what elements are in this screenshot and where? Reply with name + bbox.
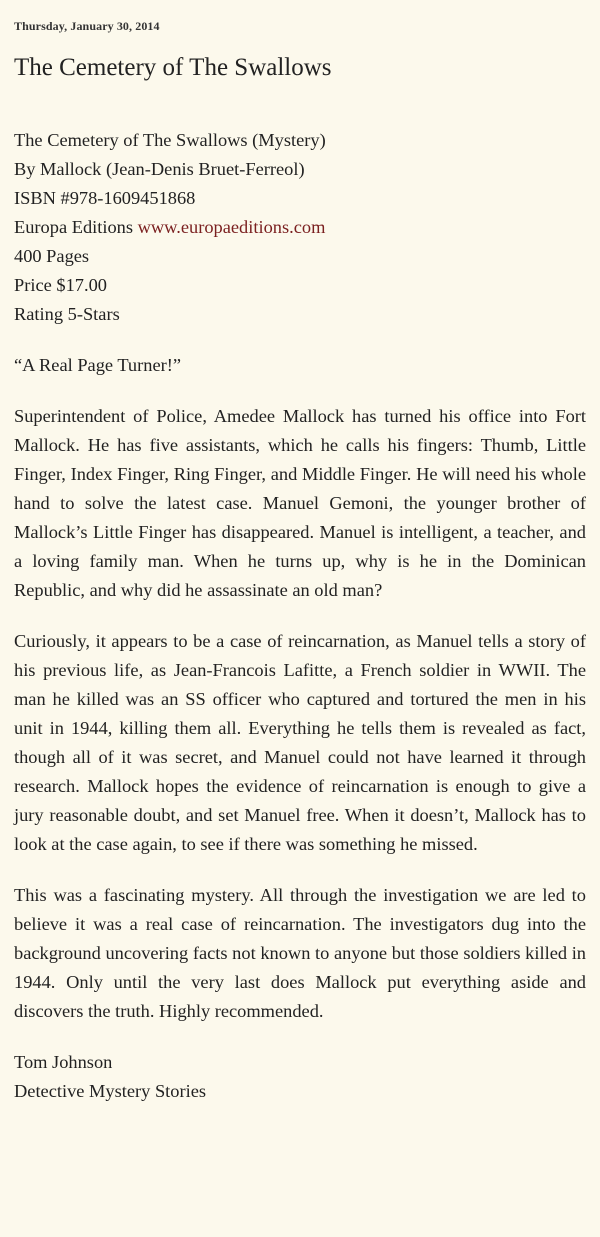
spacer xyxy=(14,859,586,881)
review-paragraph-1: Superintendent of Police, Amedee Mallock has turned his office into Fort Mallock. He has five assistants, which he calls his fingers: Thumb, Little Finger, Index Finger, Ring Finger, and Middle Finger. He will need his whole hand to solve the latest case. Manuel Gemoni, the younger brother of Mallock’s Little Finger has disappeared. Manuel is intelligent, a teacher, and a loving family man. When he turns up, why is he in the Dominican Republic, and why did he assassinate an old man? xyxy=(14,406,586,600)
tagline: “A Real Page Turner!” xyxy=(14,355,182,375)
spacer xyxy=(14,329,586,351)
book-info xyxy=(14,126,586,329)
book-isbn-line: ISBN #978-1609451868 xyxy=(14,188,196,208)
spacer xyxy=(14,605,586,627)
reviewer-site: Detective Mystery Stories xyxy=(14,1081,207,1101)
book-price-line: Price $17.00 xyxy=(14,275,107,295)
book-publisher-line xyxy=(14,213,586,242)
book-author-line: By Mallock (Jean-Denis Bruet-Ferreol) xyxy=(14,159,305,179)
publisher-link[interactable]: www.europaeditions.com xyxy=(137,217,326,237)
publisher-name: Europa Editions xyxy=(14,217,138,237)
book-rating-line: Rating 5-Stars xyxy=(14,304,120,324)
review-paragraph-3: This was a fascinating mystery. All through the investigation we are led to believe it was a real case of reincarnation. The investigators dug into the background uncovering facts not known to anyone but those soldiers killed in 1944. Only until the very last does Mallock put everything aside and discovers the truth. Highly recommended. xyxy=(14,885,586,1021)
book-pages-line: 400 Pages xyxy=(14,246,90,266)
post-date: Thursday, January 30, 2014 xyxy=(14,19,160,33)
book-title-line: The Cemetery of The Swallows (Mystery) xyxy=(14,130,326,150)
reviewer-name: Tom Johnson xyxy=(14,1052,113,1072)
review-paragraph-2: Curiously, it appears to be a case of reincarnation, as Manuel tells a story of his previous life, as Jean-Francois Lafitte, a French soldier in WWII. The man he killed was an SS officer who captured and tortured the men in his unit in 1944, killing them all. Everything he tells them is revealed as fact, though all of it was secret, and Manuel could not have learned it through research. Mallock hopes the evidence of reincarnation is enough to give a jury reasonable doubt, and set Manuel free. When it doesn’t, Mallock has to look at the case again, to see if there was something he missed. xyxy=(14,631,586,854)
post-title[interactable]: The Cemetery of The Swallows xyxy=(14,54,332,81)
spacer xyxy=(14,380,586,402)
post-body xyxy=(14,126,586,1106)
spacer xyxy=(14,1026,586,1048)
signature xyxy=(14,1048,586,1106)
